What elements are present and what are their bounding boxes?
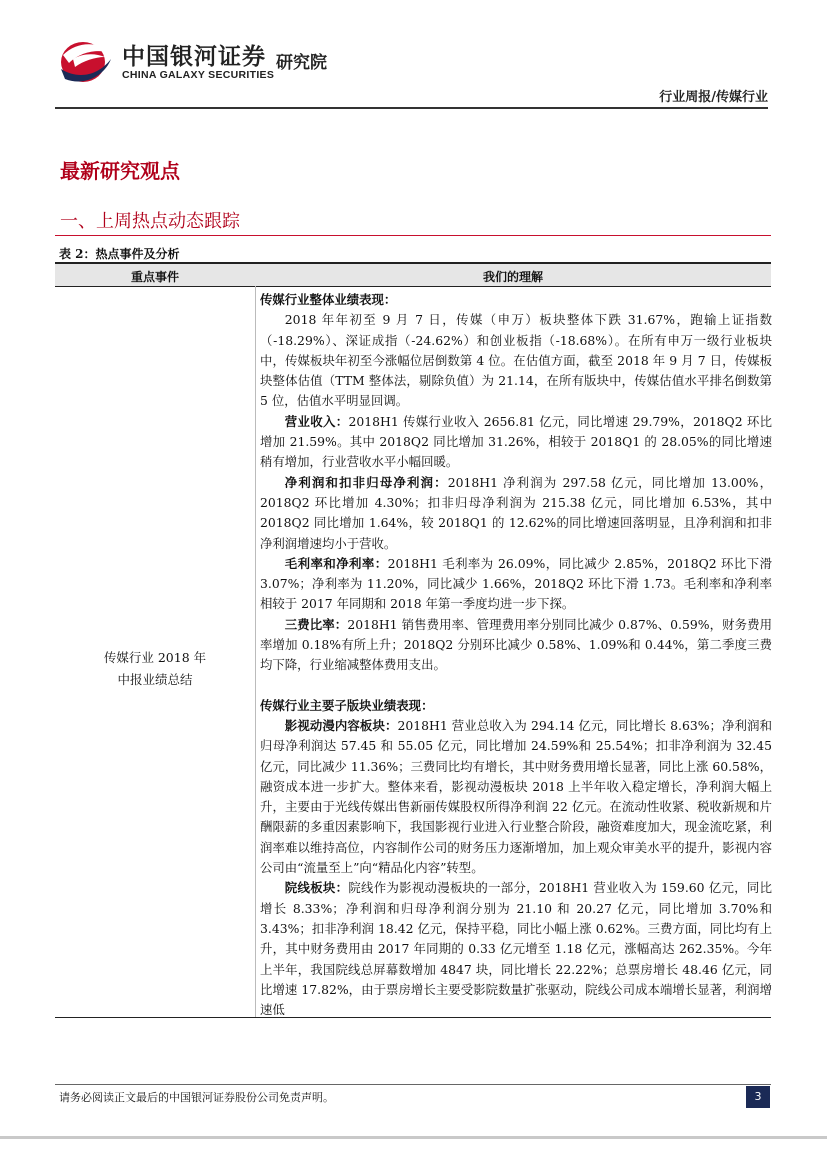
film-text: 2018H1 营业总收入为 294.14 亿元，同比增长 8.63%；净利润和归母净利润达 57.45 和 55.05 亿元，同比增加 24.59%和 25.54%；扣非净利润为 32.45 亿元，同比减少 11.36%；三费同比均有增长，其中财务费用增长显著，同比上涨 60.58%，融资成本进一步扩大。整体来看，影视动漫板块 2018 上半年收入稳定增长，净利润大幅上升，主要由于光线传媒出售新丽传媒股权所得净利润 22 亿元。在流动性收紧、税收新规和片酬限薪的多重因素影响下，我国影视行业进入行业整合阶段，融资难度加大，现金流吃紧，利润率难以维持高位，内容制作公司的财务压力逐渐增加，加上观众审美水平的提升，影视内容公司由“流量至上”向“精品化内容”转型。: [260, 717, 772, 876]
analysis-cell: [260, 290, 772, 1020]
brand-name-cn: 中国银河证券: [122, 44, 266, 70]
table-header-rule: [55, 286, 771, 287]
profit-label: 净利润和扣非归母净利润：: [284, 474, 448, 490]
profit-paragraph: [260, 473, 772, 554]
margin-label: 毛利率和净利率：: [284, 555, 388, 571]
film-paragraph: [260, 716, 772, 878]
expense-label: 三费比率：: [284, 616, 348, 632]
expense-paragraph: [260, 615, 772, 676]
section-divider: [55, 235, 771, 236]
galaxy-logo-icon: [55, 35, 115, 87]
margin-text: 2018H1 毛利率为 26.09%，同比减少 2.85%，2018Q2 环比下滑 3.07%；净利率为 11.20%，同比减少 1.66%，2018Q2 环比下滑 1.73。毛利率和净利率相较于 2017 年同期和 2018 年第一季度均进一步下探。: [260, 555, 772, 612]
event-line-1: 传媒行业 2018 年: [103, 650, 207, 665]
paragraph-gap: [260, 676, 772, 696]
page-edge: [0, 1136, 827, 1139]
revenue-paragraph: [260, 412, 772, 473]
report-type-label: 行业周报/传媒行业: [659, 90, 768, 105]
cinema-label: 院线板块：: [284, 880, 349, 896]
film-label: 影视动漫内容板块：: [284, 717, 398, 733]
cinema-text: 院线作为影视动漫板块的一部分，2018H1 营业收入为 159.60 亿元，同比增长 8.33%；净利润和归母净利润分别为 21.10 和 20.27 亿元，同比增加 3.70%和 3.43%；扣非净利润 18.42 亿元，保持平稳，同比小幅上涨 0.62%。三费方面，同比均有上升，其中财务费用由 2017 年同期的 0.33 亿元增至 1.18 亿元，涨幅高达 262.35%。今年上半年，我国院线总屏幕数增加 4847 块，同比增长 22.22%；总票房增长 48.46 亿元，同比增速 17.82%，由于票房增长主要受影院数量扩张驱动，院线公司成本端增长显著，利润增速低: [260, 880, 772, 1018]
brand-name-en: CHINA GALAXY SECURITIES: [122, 69, 275, 81]
disclaimer-text: 请务必阅读正文最后的中国银河证券股份公司免责声明。: [59, 1091, 334, 1104]
header-divider: [55, 107, 768, 109]
brand-institute: 研究院: [276, 53, 327, 73]
table-bottom-rule: [55, 1017, 771, 1018]
overall-title: 传媒行业整体业绩表现：: [260, 292, 397, 307]
footer-divider: [55, 1084, 771, 1085]
hot-events-table: [55, 262, 771, 1018]
page-title: 最新研究观点: [60, 159, 180, 183]
section-title: 一、上周热点动态跟踪: [60, 211, 240, 232]
page-number: 3: [746, 1086, 770, 1108]
profit-text: 2018H1 净利润为 297.58 亿元，同比增加 13.00%，2018Q2 环比增加 4.30%；扣非归母净利润为 215.38 亿元，同比增加 6.53%，其中 2018Q2 同比增加 1.64%，较 2018Q1 的 12.62%的同比增速回落明显，且净利润和扣非净利润增速均小于营收。: [260, 474, 772, 551]
event-cell: [55, 647, 255, 691]
margin-paragraph: [260, 554, 772, 615]
table-caption: 表 2：热点事件及分析: [59, 247, 180, 261]
subsector-title: 传媒行业主要子版块业绩表现：: [260, 697, 434, 713]
overall-paragraph: 2018 年年初至 9 月 7 日，传媒（申万）板块整体下跌 31.67%，跑输上证指数（-18.29%）、深证成指（-24.62%）和创业板指（-18.68%）。在所有申万一级行业板块中，传媒板块年初至今涨幅位居倒数第 4 位。在估值方面，截至 2018 年 9 月 7 日，传媒板块整体估值（TTM 整体法，剔除负值）为 21.14，在所有版块中，传媒估值水平排名倒数第 5 位，估值水平明显回调。: [260, 312, 772, 409]
table-column-divider: [255, 286, 256, 1018]
expense-text: 2018H1 销售费用率、管理费用率分别同比减少 0.87%、0.59%，财务费用率增加 0.18%有所上升；2018Q2 分别环比减少 0.58%、1.09%和 0.44%，第二季度三费均下降，行业缩减整体费用支出。: [260, 616, 773, 673]
event-line-2: 中报业绩总结: [117, 672, 193, 687]
table-header-event: 重点事件: [130, 270, 179, 284]
revenue-text: 2018H1 传媒行业收入 2656.81 亿元，同比增速 29.79%，2018Q2 环比增加 21.59%。其中 2018Q2 同比增加 31.26%，相较于 2018Q1 的 28.05%的同比增速稍有增加，行业营收水平小幅回暖。: [260, 413, 772, 470]
revenue-label: 营业收入：: [284, 413, 349, 429]
cinema-paragraph: [260, 878, 772, 1020]
table-header-row: [55, 264, 771, 286]
table-header-analysis: 我们的理解: [482, 270, 543, 284]
